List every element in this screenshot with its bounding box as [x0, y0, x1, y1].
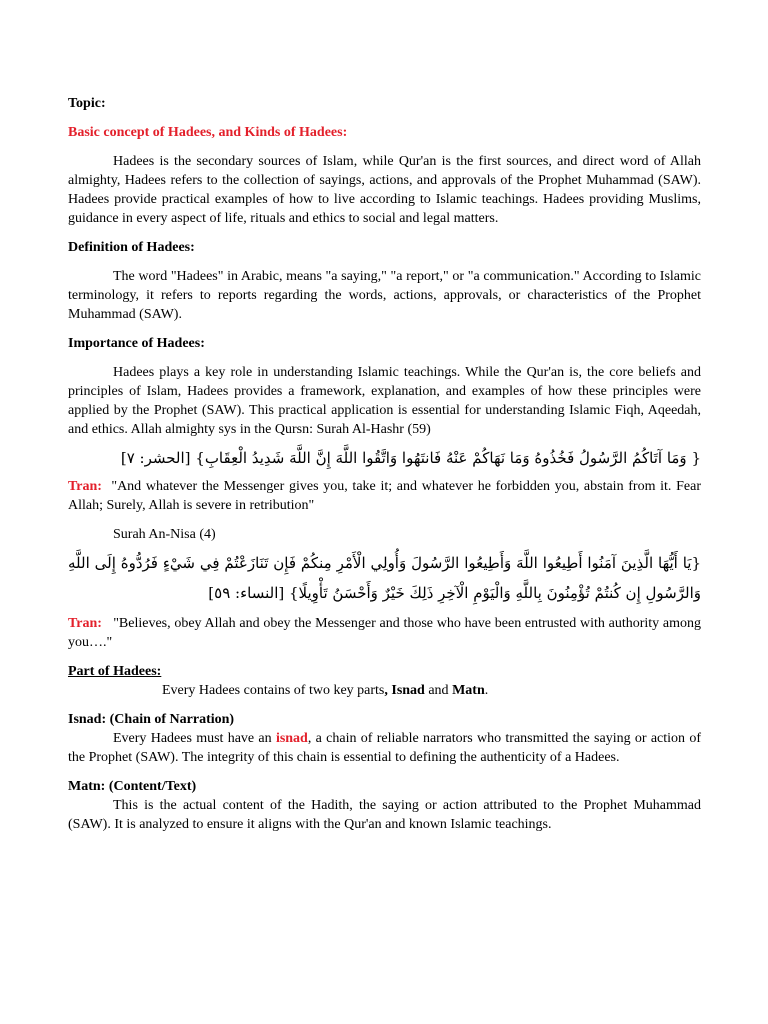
intro-paragraph: Hadees is the secondary sources of Islam, while Qur'an is the first sources, and direct word of Allah almighty, Hadees refers to the collection of sayings, actions, and approvals of the Prophet Muhammad (SAW). Hadees provide practical examples of how to live according to Islamic teachings. Hadees providing Muslims, guidance in every aspect of life, rituals and ethics to social and legal matters.	[68, 154, 701, 226]
importance-paragraph: Hadees plays a key role in understanding Islamic teachings. While the Qur'an is, the core beliefs and principles of Islam, Hadees provides a framework, explanation, and examples of how these principles were applied by the Prophet (SAW). This practical application is essential for understanding Islamic Fiqh, Aqeedah, and ethics. Allah almighty sys in the Qursn: Surah Al-Hashr (59)	[68, 365, 701, 437]
document-title: Basic concept of Hadees, and Kinds of Hadees:	[68, 125, 348, 140]
translation-text: "Believes, obey Allah and obey the Messenger and those who have been entrusted with authority among you…."	[68, 616, 702, 650]
and-word: and	[424, 683, 453, 698]
isnad-red-word: isnad	[275, 731, 308, 746]
parts-paragraph	[68, 681, 701, 700]
surah-nisa-label: Surah An-Nisa (4)	[113, 527, 216, 542]
parts-heading: Part of Hadees:	[68, 664, 162, 679]
importance-heading: Importance of Hadees:	[68, 336, 205, 351]
definition-heading: Definition of Hadees:	[68, 240, 195, 255]
arabic-verse-nisa: {يَا أَيُّهَا الَّذِينَ آمَنُوا أَطِيعُوا اللَّهَ وَأَطِيعُوا الرَّسُولَ وَأُولِي الْأَمْرِ مِنكُمْ فَإِن تَنَازَعْتُمْ فِي شَيْءٍ فَرُدُّوهُ إِلَى اللَّهِ وَالرَّسُولِ إِن كُنتُمْ تُؤْمِنُونَ بِاللَّهِ وَالْيَوْمِ الْآخِرِ ذَلِكَ خَيْرٌ وَأَحْسَنُ تَأْوِيلًا} [النساء: ٥٩]	[68, 554, 701, 602]
isnad-term: , Isnad	[384, 683, 425, 698]
arabic-verse-hashr: { وَمَا آتَاكُمُ الرَّسُولُ فَخُذُوهُ وَمَا نَهَاكُمْ عَنْهُ فَانتَهُوا وَاتَّقُوا اللَّهَ إِنَّ اللَّهَ شَدِيدُ الْعِقَابِ} [الحشر: ٧]	[120, 449, 701, 467]
matn-heading: Matn: (Content/Text)	[68, 779, 197, 794]
isnad-heading: Isnad: (Chain of Narration)	[68, 712, 235, 727]
tran-label: Tran:	[68, 616, 102, 631]
translation-hashr	[68, 477, 701, 515]
matn-term: Matn	[452, 683, 485, 698]
matn-paragraph: This is the actual content of the Hadith, the saying or action attributed to the Prophet Muhammad (SAW). It is analyzed to ensure it aligns with the Qur'an and known Islamic teachings.	[68, 798, 701, 832]
isnad-paragraph	[68, 729, 701, 767]
isnad-text-a: Every Hadees must have an	[113, 731, 276, 746]
translation-text: "And whatever the Messenger gives you, take it; and whatever he forbidden you, abstain from it. Fear Allah; Surely, Allah is severe in retribution"	[68, 479, 702, 513]
tran-label: Tran:	[68, 479, 102, 494]
definition-paragraph: The word "Hadees" in Arabic, means "a saying," "a report," or "a communication." According to Islamic terminology, it refers to reports regarding the words, actions, approvals, or characteristics of the Prophet Muhammad (SAW).	[68, 269, 701, 322]
document-page	[68, 94, 701, 834]
topic-label: Topic:	[68, 96, 106, 111]
isnad-text-b: , a chain of reliable narrators who transmitted the saying or action of the Prophet (SAW). The integrity of this chain is essential to defining the authenticity of a Hadees.	[68, 731, 702, 765]
translation-nisa	[68, 614, 701, 652]
parts-text: Every Hadees contains of two key parts	[162, 683, 385, 698]
period: .	[484, 683, 489, 698]
